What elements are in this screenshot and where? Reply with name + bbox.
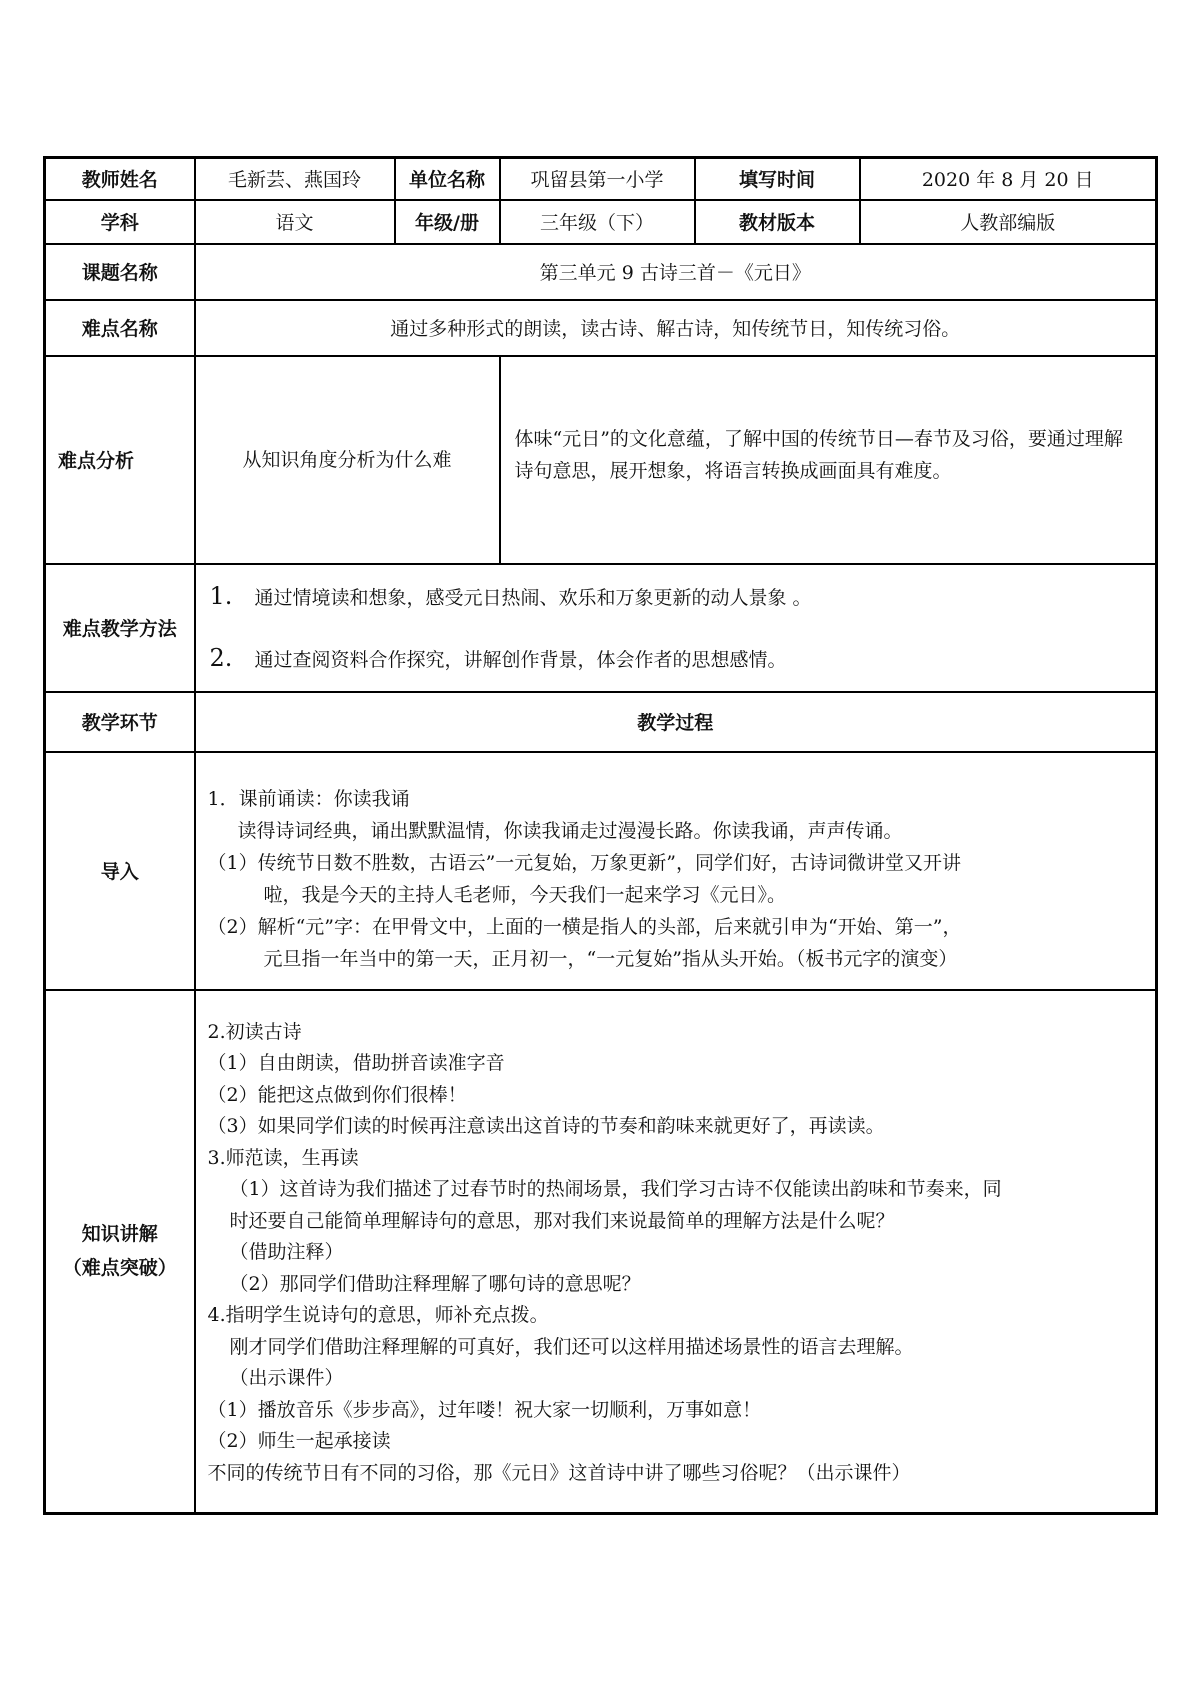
knowledge-line: （1）这首诗为我们描述了过春节时的热闹场景，我们学习古诗不仅能读出韵味和节奏来，同 [229,1178,1002,1200]
knowledge-line: 4.指明学生说诗句的意思，师补充点拨。 [207,1304,549,1326]
knowledge-line: 2.初读古诗 [207,1020,302,1043]
info-row-1 [45,158,1157,200]
knowledge-line: （出示课件） [229,1367,344,1389]
method-label: 难点教学方法 [45,564,195,692]
subject-value: 语文 [195,200,395,244]
method-item-text: 通过查阅资料合作探究，讲解创作背景，体会作者的思想感情。 [254,648,787,671]
intro-line: 1．课前诵读：你读我诵 [207,787,410,810]
intro-row [45,752,1157,990]
knowledge-line: 3.师范读，生再读 [207,1146,359,1169]
knowledge-row [45,990,1157,1514]
knowledge-label [45,990,195,1514]
process-label: 教学过程 [195,692,1157,752]
method-row [45,564,1157,692]
method-item [210,579,1142,615]
intro-line: 啦，我是今天的主持人毛老师，今天我们一起来学习《元日》。 [263,883,787,906]
intro-line: 元旦指一年当中的第一天，正月初一，“一元复始”指从头开始。（板书元字的演变） [263,947,958,970]
analysis-row [45,356,1157,564]
intro-content [195,752,1157,990]
topic-value: 第三单元 9 古诗三首－《元日》 [195,244,1157,300]
grade-label: 年级/册 [395,200,500,244]
method-content [195,564,1157,692]
topic-label: 课题名称 [45,244,195,300]
knowledge-line: （3）如果同学们读的时候再注意读出这首诗的节奏和韵味来就更好了，再读读。 [207,1115,885,1137]
knowledge-line: 刚才同学们借助注释理解的可真好，我们还可以这样用描述场景性的语言去理解。 [229,1335,914,1358]
topic-row [45,244,1157,300]
knowledge-line: （1）播放音乐《步步高》，过年喽！祝大家一切顺利，万事如意！ [207,1398,762,1421]
info-row-2 [45,200,1157,244]
unit-value: 巩留县第一小学 [500,158,695,200]
lesson-plan-table [43,156,1158,1515]
date-label: 填写时间 [695,158,860,200]
method-item-number: 1. [209,581,233,610]
grade-value: 三年级（下） [500,200,695,244]
method-item-number: 2. [209,643,233,672]
analysis-line: 体味“元日”的文化意蕴，了解中国的传统节日—春节及习俗，要通过理解 [514,427,1123,450]
knowledge-label-line2: （难点突破） [62,1257,177,1280]
knowledge-line: （2）那同学们借助注释理解了哪句诗的意思呢？ [229,1272,641,1295]
knowledge-line: 不同的传统节日有不同的习俗，那《元日》这首诗中讲了哪些习俗呢？（出示课件） [207,1461,911,1484]
process-header-row [45,692,1157,752]
difficulty-value: 通过多种形式的朗读，读古诗、解古诗，知传统节日，知传统习俗。 [195,300,1157,356]
knowledge-label-line1: 知识讲解 [81,1223,158,1246]
teacher-value: 毛新芸、燕国玲 [195,158,395,200]
difficulty-row [45,300,1157,356]
knowledge-line: （2）师生一起承接读 [207,1430,391,1452]
intro-line: （1）传统节日数不胜数，古语云”一元复始，万象更新”，同学们好，古诗词微讲堂又开讲 [207,851,962,874]
edition-label: 教材版本 [695,200,860,244]
analysis-content [500,356,1157,564]
method-item [210,641,1142,677]
intro-label: 导入 [45,752,195,990]
intro-line: 读得诗词经典，诵出默默温情，你读我诵走过漫漫长路。你读我诵，声声传诵。 [237,819,903,842]
lesson-plan-sheet [43,156,1155,1515]
analysis-line: 诗句意思，展开想象，将语言转换成画面具有难度。 [514,459,952,482]
analysis-sub-label-text: 从知识角度分析为什么难 [242,448,452,471]
method-item-text: 通过情境读和想象，感受元日热闹、欢乐和万象更新的动人景象 。 [254,586,812,609]
knowledge-line: （借助注释） [229,1241,344,1263]
knowledge-content [195,990,1157,1514]
intro-line: （2）解析“元”字：在甲骨文中，上面的一横是指人的头部，后来就引申为“开始、第一”， [207,915,962,938]
stage-label: 教学环节 [45,692,195,752]
edition-value: 人教部编版 [860,200,1157,244]
subject-label: 学科 [45,200,195,244]
teacher-label: 教师姓名 [45,158,195,200]
knowledge-line: 时还要自己能简单理解诗句的意思，那对我们来说最简单的理解方法是什么呢？ [229,1209,895,1232]
difficulty-label: 难点名称 [45,300,195,356]
unit-label: 单位名称 [395,158,500,200]
date-value: 2020 年 8 月 20 日 [860,158,1157,200]
analysis-label: 难点分析 [45,356,195,564]
knowledge-line: （1）自由朗读，借助拼音读准字音 [207,1052,505,1074]
analysis-sub-label [195,356,500,564]
knowledge-line: （2）能把这点做到你们很棒！ [207,1083,467,1106]
